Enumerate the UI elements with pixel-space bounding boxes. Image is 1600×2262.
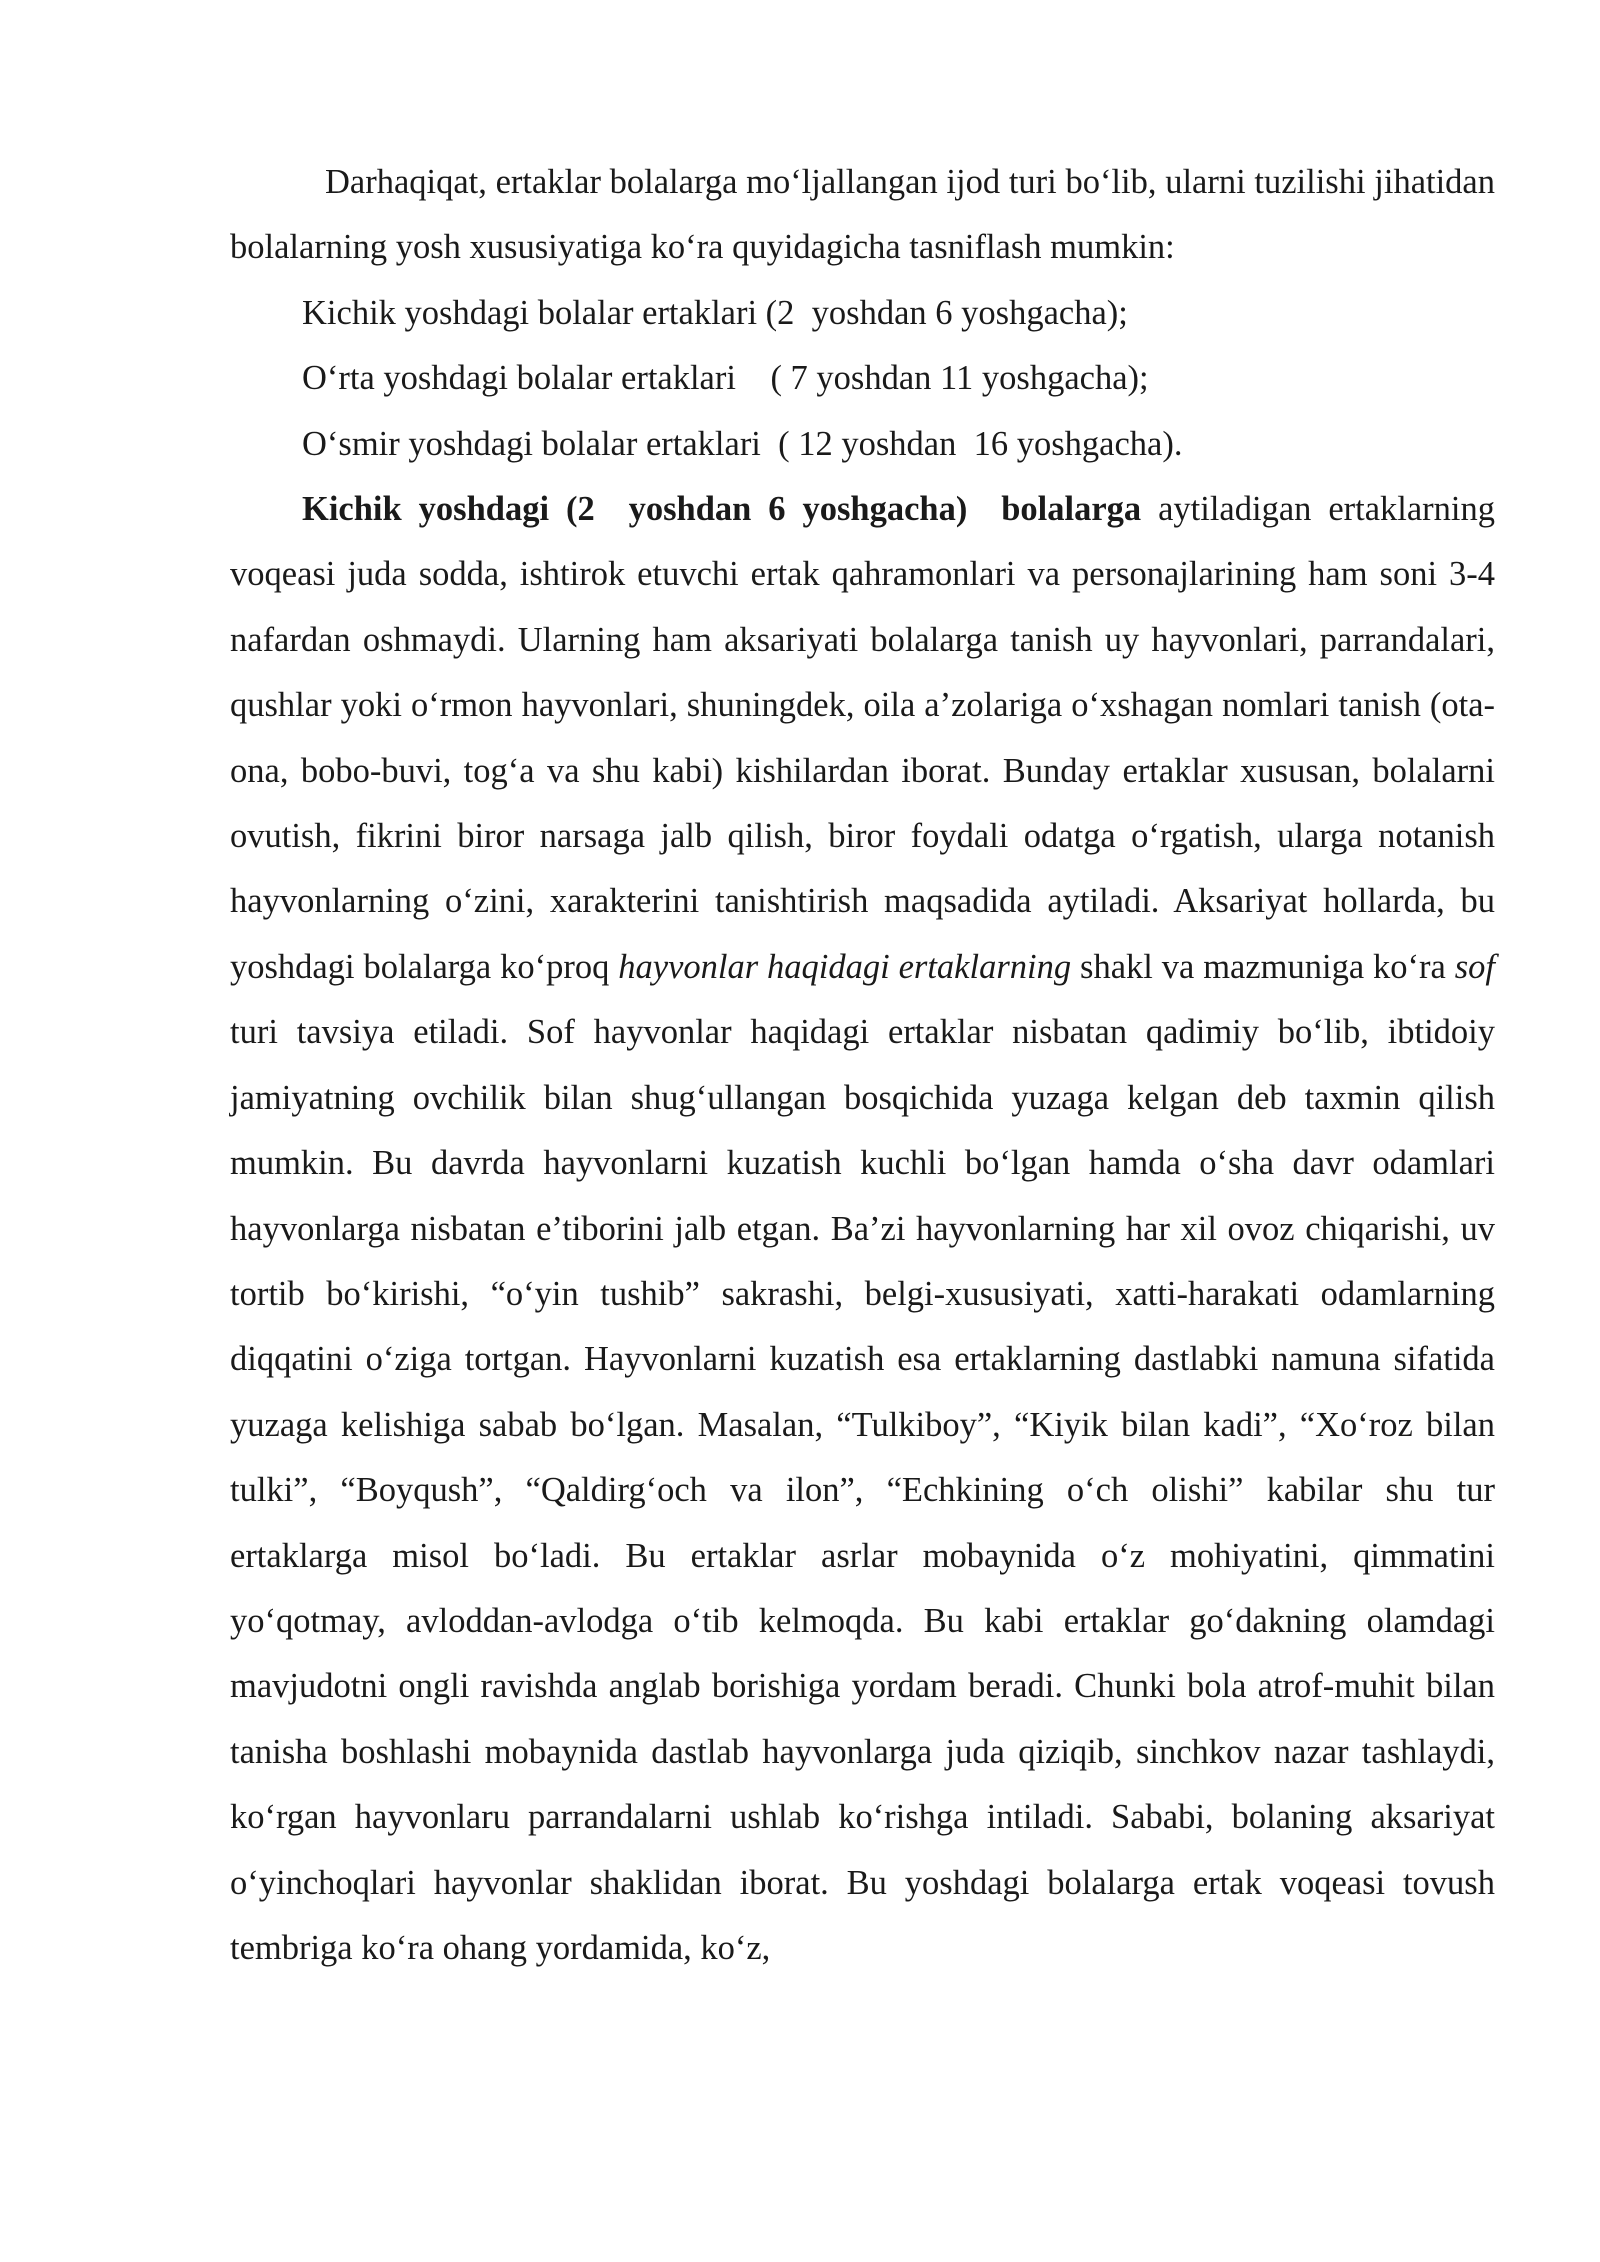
- bold-lead-text: Kichik yoshdagi (2 yoshdan 6 yoshgacha) bolalarga: [302, 490, 1142, 529]
- italic-word: sof: [1454, 947, 1496, 986]
- italic-phrase: hayvonlar haqidagi ertaklarning: [618, 947, 1072, 986]
- intro-text: Darhaqiqat, ertaklar bolalarga mo‘ljallangan ijod turi bo‘lib, ularni tuzilishi jihatidan bolalarning yosh xususiyatiga ko‘ra quyidagicha tasniflash mumkin:: [230, 163, 1495, 267]
- age-list-item-small: [230, 281, 1495, 346]
- main-paragraph: [230, 477, 1495, 1981]
- age-list-item-text: Kichik yoshdagi bolalar ertaklari (2 yoshdan 6 yoshgacha);: [302, 293, 1128, 332]
- paragraph-text: shakl va mazmuniga ko‘ra: [1071, 947, 1455, 986]
- age-list-item-teen: [230, 412, 1495, 477]
- paragraph-text: aytiladigan ertaklarning voqeasi juda sodda, ishtirok etuvchi ertak qahramonlari va personajlarining ham soni 3-4 nafardan oshmaydi. Ularning ham aksariyati bolalarga tanish uy hayvonlari, parrandalari, qushlar yoki o‘rmon hayvonlari, shuningdek, oila a’zolariga o‘xshagan nomlari tanish (ota-ona, bobo-buvi, tog‘a va shu kabi) kishilardan iborat. Bunday ertaklar xususan, bolalarni ovutish, fikrini biror narsaga jalb qilish, biror foydali odatga o‘rgatish, ularga notanish hayvonlarning o‘zini, xarakterini tanishtirish maqsadida aytiladi. Aksariyat hollarda, bu yoshdagi bolalarga ko‘proq: [230, 490, 1496, 986]
- age-list-item-text: O‘smir yoshdagi bolalar ertaklari ( 12 yoshdan 16 yoshgacha).: [302, 424, 1183, 463]
- paragraph-text: turi tavsiya etiladi. Sof hayvonlar haqidagi ertaklar nisbatan qadimiy bo‘lib, ibtidoiy jamiyatning ovchilik bilan shug‘ullangan bosqichida yuzaga kelgan deb taxmin qilish mumkin. Bu davrda hayvonlarni kuzatish kuchli bo‘lgan hamda o‘sha davr odamlari hayvonlarga nisbatan e’tiborini jalb etgan. Ba’zi hayvonlarning har xil ovoz chiqarishi, uv tortib bo‘kirishi, “o‘yin tushib” sakrashi, belgi-xususiyati, xatti-harakati odamlarning diqqatini o‘ziga tortgan. Hayvonlarni kuzatish esa ertaklarning dastlabki namuna sifatida yuzaga kelishiga sabab bo‘lgan. Masalan, “Tulkiboy”, “Kiyik bilan kadi”, “Xo‘roz bilan tulki”, “Boyqush”, “Qaldirg‘och va ilon”, “Echkining o‘ch olishi” kabilar shu tur ertaklarga misol bo‘ladi. Bu ertaklar asrlar mobaynida o‘z mohiyatini, qimmatini yo‘qotmay, avloddan-avlodga o‘tib kelmoqda. Bu kabi ertaklar go‘dakning olamdagi mavjudotni ongli ravishda anglab borishiga yordam beradi. Chunki bola atrof-muhit bilan tanisha boshlashi mobaynida dastlab hayvonlarga juda qiziqib, sinchkov nazar tashlaydi, ko‘rgan hayvonlaru parrandalarni ushlab ko‘rishga intiladi. Sababi, bolaning aksariyat o‘yinchoqlari hayvonlar shaklidan iborat. Bu yoshdagi bolalarga ertak voqeasi tovush tembriga ko‘ra ohang yordamida, ko‘z,: [230, 1013, 1495, 1967]
- age-list-item-text: O‘rta yoshdagi bolalar ertaklari ( 7 yoshdan 11 yoshgacha);: [302, 359, 1149, 398]
- document-page: [230, 150, 1495, 1981]
- age-list-item-middle: [230, 346, 1495, 411]
- intro-paragraph: [230, 150, 1495, 281]
